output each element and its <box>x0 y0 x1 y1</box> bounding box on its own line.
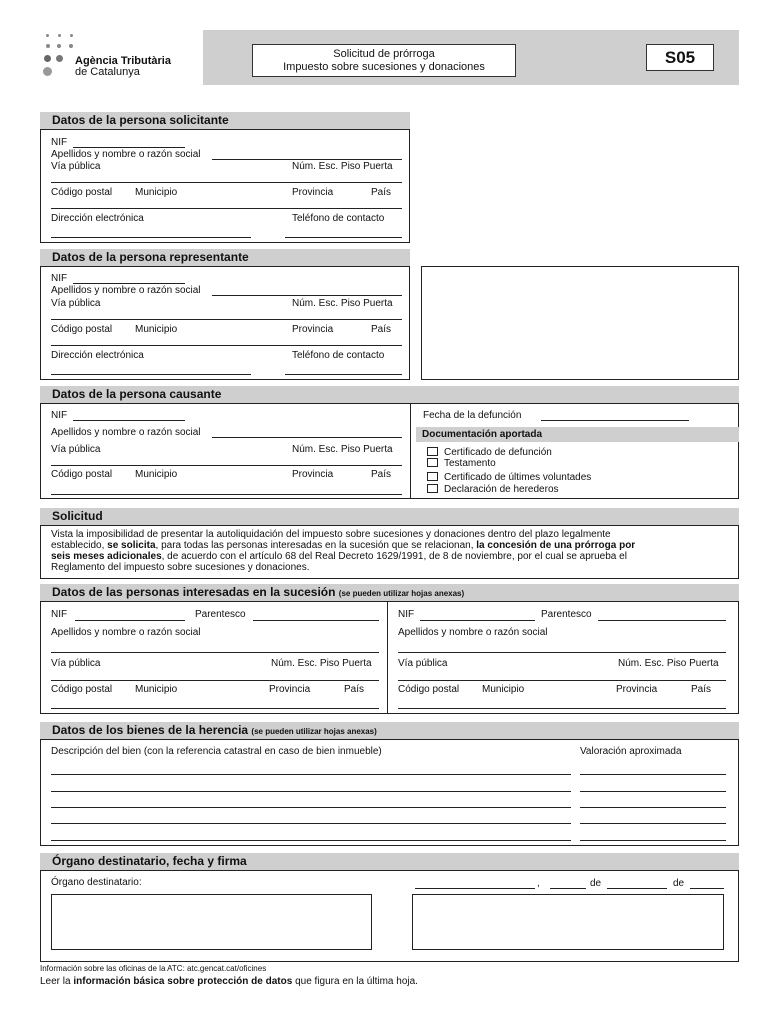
bien-descripcion-line-4[interactable] <box>51 823 571 824</box>
interesada2-num-label: Núm. Esc. Piso Puerta <box>618 658 719 669</box>
bien-descripcion-line-1[interactable] <box>51 774 571 775</box>
representante-via-line[interactable] <box>51 319 402 320</box>
causante-num-label: Núm. Esc. Piso Puerta <box>292 444 393 455</box>
interesada1-parentesco-line[interactable] <box>253 620 379 621</box>
checkbox[interactable] <box>427 484 438 493</box>
interesada2-nif-label: NIF <box>398 609 415 620</box>
interesada1-nif-label: NIF <box>51 609 68 620</box>
interesada1-apellidos-label: Apellidos y nombre o razón social <box>51 627 201 638</box>
section-title-interesadas: Datos de las personas interesadas en la sucesión <box>52 585 336 599</box>
interesada1-num-label: Núm. Esc. Piso Puerta <box>271 658 372 669</box>
solicitud-line4: Reglamento del impuesto sobre sucesiones y donaciones. <box>51 562 310 573</box>
representante-email-label: Dirección electrónica <box>51 350 144 361</box>
causante-cp-label: Código postal <box>51 469 113 480</box>
date-de-2: de <box>673 878 685 889</box>
footer-leer-end: que figura en la última hoja. <box>292 976 418 987</box>
solicitud-text <box>51 529 735 573</box>
solicitante-telefono-label: Teléfono de contacto <box>292 213 385 224</box>
representante-apellidos-label: Apellidos y nombre o razón social <box>51 285 201 296</box>
causante-apellidos-line[interactable] <box>212 437 402 438</box>
causante-nif-line[interactable] <box>73 420 185 421</box>
solicitante-via-line[interactable] <box>51 182 402 183</box>
bien-valoracion-line-1[interactable] <box>580 774 726 775</box>
section-header-solicitante <box>40 112 410 129</box>
agency-logo <box>40 30 200 86</box>
interesada2-via-line[interactable] <box>398 680 726 681</box>
solicitante-apellidos-line[interactable] <box>212 159 402 160</box>
section-title-organo: Órgano destinatario, fecha y firma <box>52 854 247 868</box>
solicitante-cp-label: Código postal <box>51 187 113 198</box>
representante-provincia-label: Provincia <box>292 324 334 335</box>
footer-info: Información sobre las oficinas de la ATC: atc.gencat.cat/oficines <box>40 964 267 973</box>
agency-name-line1: Agència Tributària <box>75 55 171 67</box>
interesada2-provincia-label: Provincia <box>616 684 658 695</box>
checkbox[interactable] <box>427 472 438 481</box>
interesada1-via-label: Vía pública <box>51 658 101 669</box>
anyo-line[interactable] <box>690 888 724 889</box>
form-code <box>646 44 714 71</box>
solicitante-nif-label: NIF <box>51 137 68 148</box>
doc-item-testamento[interactable] <box>427 458 496 469</box>
interesada2-municipio-label: Municipio <box>482 684 525 695</box>
representante-cp-line[interactable] <box>51 345 402 346</box>
solicitud-line1: Vista la imposibilidad de presentar la autoliquidación del impuesto sobre sucesiones y donaciones dentro del plazo legalmente <box>51 529 611 540</box>
representante-telefono-line[interactable] <box>285 374 402 375</box>
date-de-1: de <box>590 878 602 889</box>
interesada1-apellidos-line[interactable] <box>51 652 379 653</box>
interesada2-pais-label: País <box>691 684 712 695</box>
organo-label: Órgano destinatario: <box>51 877 142 888</box>
interesada2-cp-line[interactable] <box>398 708 726 709</box>
solicitante-provincia-label: Provincia <box>292 187 334 198</box>
checkbox[interactable] <box>427 447 438 456</box>
causante-municipio-label: Municipio <box>135 469 178 480</box>
organo-input-box[interactable] <box>51 894 372 950</box>
doc-header <box>416 427 739 442</box>
section-title-representante: Datos de la persona representante <box>52 250 249 264</box>
firma-box[interactable] <box>412 894 724 950</box>
solicitud-line3 <box>51 551 735 562</box>
section-title-solicitud: Solicitud <box>52 509 103 523</box>
date-comma: , <box>537 878 540 889</box>
interesada2-nif-line[interactable] <box>420 620 535 621</box>
form-title-line2: Impuesto sobre sucesiones y donaciones <box>283 61 485 73</box>
footer-leer: Leer la <box>40 976 74 987</box>
solicitud-line2d: la concesión de una prórroga por <box>476 540 636 551</box>
section-header-interesadas <box>40 584 739 601</box>
representante-cp-label: Código postal <box>51 324 113 335</box>
bien-descripcion-line-2[interactable] <box>51 791 571 792</box>
interesadas-divider <box>387 601 388 714</box>
causante-fecha-label: Fecha de la defunción <box>423 410 522 421</box>
representante-nif-line[interactable] <box>73 283 185 284</box>
solicitante-via-label: Vía pública <box>51 161 101 172</box>
representante-apellidos-line[interactable] <box>212 295 402 296</box>
section-header-bienes <box>40 722 739 739</box>
form-code-text: S05 <box>664 48 696 67</box>
interesada2-apellidos-label: Apellidos y nombre o razón social <box>398 627 548 638</box>
causante-fecha-line[interactable] <box>541 420 689 421</box>
causante-divider <box>410 403 411 499</box>
solicitud-line3a: seis meses adicionales <box>51 551 162 562</box>
solicitante-email-line[interactable] <box>51 237 251 238</box>
bienes-note: (se pueden utilizar hojas anexas) <box>251 727 377 736</box>
dia-line[interactable] <box>550 888 586 889</box>
solicitante-apellidos-label: Apellidos y nombre o razón social <box>51 149 201 160</box>
section-header-organo <box>40 853 739 870</box>
causante-apellidos-label: Apellidos y nombre o razón social <box>51 427 201 438</box>
interesada2-cp-label: Código postal <box>398 684 460 695</box>
interesada1-pais-label: País <box>344 684 365 695</box>
bien-descripcion-line-3[interactable] <box>51 807 571 808</box>
solicitante-email-label: Dirección electrónica <box>51 213 144 224</box>
bien-valoracion-line-3[interactable] <box>580 807 726 808</box>
stamp-box[interactable] <box>421 266 739 380</box>
interesada2-parentesco-label: Parentesco <box>541 609 592 620</box>
doc-item-herederos[interactable] <box>427 484 559 495</box>
representante-email-line[interactable] <box>51 374 251 375</box>
section-header-solicitud <box>40 508 739 525</box>
mes-line[interactable] <box>607 888 667 889</box>
form-title-box <box>252 44 516 77</box>
representante-num-label: Núm. Esc. Piso Puerta <box>292 298 393 309</box>
solicitante-nif-line[interactable] <box>73 147 185 148</box>
interesada1-cp-line[interactable] <box>51 708 379 709</box>
doc-label: Declaración de herederos <box>444 484 559 495</box>
solicitud-line2a: establecido, <box>51 540 108 551</box>
bienes-valoracion-label: Valoración aproximada <box>580 746 682 757</box>
section-title-solicitante: Datos de la persona solicitante <box>52 113 229 127</box>
bien-valoracion-line-4[interactable] <box>580 823 726 824</box>
causante-provincia-label: Provincia <box>292 469 334 480</box>
form-title-line1: Solicitud de prórroga <box>333 48 435 60</box>
section-header-representante <box>40 249 410 266</box>
solicitud-line2 <box>51 540 735 551</box>
interesada1-nif-line[interactable] <box>75 620 185 621</box>
lugar-line[interactable] <box>415 888 535 889</box>
solicitante-municipio-label: Municipio <box>135 187 178 198</box>
solicitante-num-label: Núm. Esc. Piso Puerta <box>292 161 393 172</box>
interesada2-via-label: Vía pública <box>398 658 448 669</box>
solicitante-cp-line[interactable] <box>51 208 402 209</box>
checkbox[interactable] <box>427 458 438 467</box>
causante-nif-label: NIF <box>51 410 68 421</box>
representante-telefono-label: Teléfono de contacto <box>292 350 385 361</box>
doc-label: Certificado de últimes voluntades <box>444 472 592 483</box>
bienes-descripcion-label: Descripción del bien (con la referencia catastral en caso de bien inmueble) <box>51 746 382 757</box>
doc-label: Certificado de defunción <box>444 447 552 458</box>
interesada2-parentesco-line[interactable] <box>598 620 726 621</box>
agency-name-line2: de Catalunya <box>75 66 140 78</box>
interesada1-provincia-label: Provincia <box>269 684 311 695</box>
solicitud-line2c: , para todas las personas interesadas en la sucesión que se relacionan, <box>155 540 477 551</box>
section-header-causante <box>40 386 739 403</box>
bien-descripcion-line-5[interactable] <box>51 840 571 841</box>
section-title-causante: Datos de la persona causante <box>52 387 222 401</box>
footer-proteccion-link[interactable]: información básica sobre protección de datos <box>73 976 293 987</box>
doc-label: Testamento <box>444 458 496 469</box>
interesadas-note: (se pueden utilizar hojas anexas) <box>338 589 465 598</box>
solicitud-line2b: se solicita <box>107 540 156 551</box>
solicitud-line3b: , de acuerdo con el artículo 68 del Real Decreto 1629/1991, de 8 de noviembre, por el cual se aprueba el <box>161 551 627 562</box>
causante-pais-label: País <box>371 469 392 480</box>
representante-via-label: Vía pública <box>51 298 101 309</box>
representante-municipio-label: Municipio <box>135 324 178 335</box>
representante-pais-label: País <box>371 324 392 335</box>
interesada1-via-line[interactable] <box>51 680 379 681</box>
causante-via-line[interactable] <box>51 465 402 466</box>
solicitante-pais-label: País <box>371 187 392 198</box>
interesada1-parentesco-label: Parentesco <box>195 609 246 620</box>
causante-via-label: Vía pública <box>51 444 101 455</box>
doc-title: Documentación aportada <box>422 429 543 440</box>
bien-valoracion-line-5[interactable] <box>580 840 726 841</box>
section-title-bienes: Datos de los bienes de la herencia <box>52 723 249 737</box>
interesada2-apellidos-line[interactable] <box>398 652 726 653</box>
interesada1-municipio-label: Municipio <box>135 684 178 695</box>
interesada1-cp-label: Código postal <box>51 684 113 695</box>
doc-item-defuncion[interactable] <box>427 447 552 458</box>
causante-cp-line[interactable] <box>51 494 402 495</box>
bien-valoracion-line-2[interactable] <box>580 791 726 792</box>
doc-item-ultimes[interactable] <box>427 472 591 483</box>
solicitante-telefono-line[interactable] <box>285 237 402 238</box>
representante-nif-label: NIF <box>51 273 68 284</box>
footer-proteccion <box>40 976 418 987</box>
